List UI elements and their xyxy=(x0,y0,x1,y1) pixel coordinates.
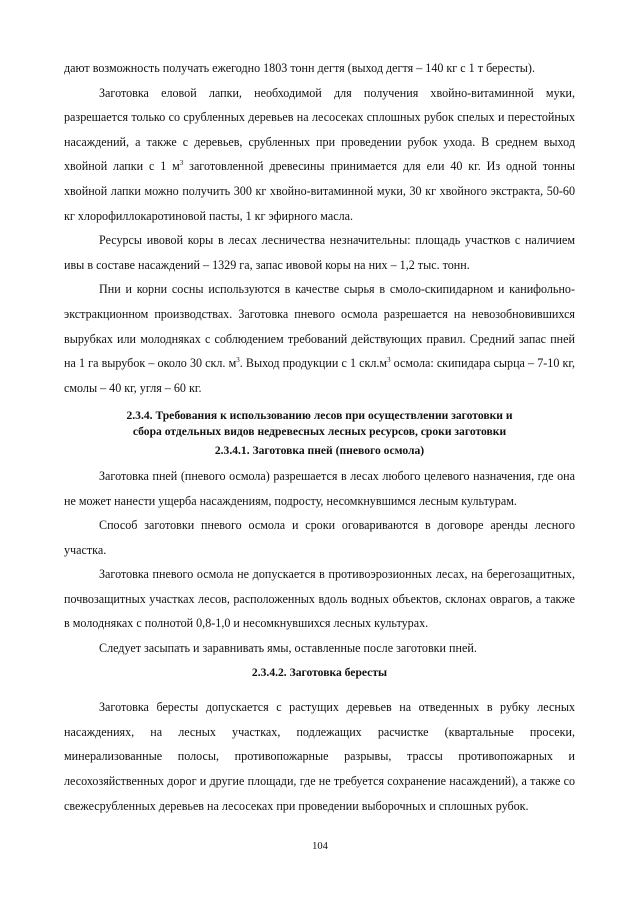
page-content xyxy=(64,56,575,818)
paragraph-stump-harvest-allowed: Заготовка пней (пневого осмола) разрешается в лесах любого целевого назначения, где она не может нанести ущерба насаждениям, подросту, несомкнувшимся лесным культурам. xyxy=(64,468,575,508)
paragraph-birch-bark: Заготовка бересты допускается с растущих деревьев на отведенных в рубку лесных насаждениях, на лесных участках, подлежащих расчистке (квартальные просеки, минерализованные полосы, противопожарные разрывы, трассы противопожарных и лесохозяйственных дорог и другие площади, где не требуется сохранение насаждений), а также со свежесрубленных деревьев на лесосеках при проведении выборочных и сплошных рубок. xyxy=(64,700,575,813)
paragraph-spruce-branches: Заготовка еловой лапки, необходимой для получения хвойно-витаминной муки, разрешается только со срубленных деревьев на лесосеках сплошных рубок спелых и перестойных насаждений, а также с деревьев, срубленных при проведении рубок ухода. В среднем выход хвойной лапки с 1 $м^3$ заготовленной древесины принимается для ели 40 кг. Из одной тонны хвойной лапки можно получить 300 кг хвойно-витаминной муки, 30 кг хвойного экстракта, 50-60 кг хлорофиллокаротиновой пасты, 1 кг эфирного масла. xyxy=(64,85,575,223)
paragraph-stump-harvest-method: Способ заготовки пневого осмола и сроки оговариваются в договоре аренды лесного участка. xyxy=(64,518,575,557)
section-heading-2-3-4: 2.3.4. Требования к использованию лесов при осуществлении заготовки и сбора отдельных видов недревесных лесных ресурсов, сроки заготовки xyxy=(126,409,513,438)
paragraph-tar-yield: дают возможность получать ежегодно 1803 тонн дегтя (выход дегтя – 140 кг с 1 т бересты). xyxy=(64,61,535,75)
subsection-heading-2-3-4-2: 2.3.4.2. Заготовка бересты xyxy=(251,665,388,679)
paragraph-pine-stumps: Пни и корни сосны используются в качестве сырья в смоло-скипидарном и канифольно-экстракционном производствах. Заготовка пневого осмола разрешается на невозобновившихся вырубках или молодняках с соблюдением требований действующих правил. Средний запас пней на 1 га вырубок – около 30 скл. $м^3$. Выход продукции с 1 $скл.м^3$ осмола: скипидара сырца – 7-10 кг, смолы – 40 кг, угля – 60 кг. xyxy=(64,282,575,395)
subsection-heading-2-3-4-1: 2.3.4.1. Заготовка пней (пневого осмола) xyxy=(214,444,425,458)
paragraph-fill-pits: Следует засыпать и заравнивать ямы, оставленные после заготовки пней. xyxy=(99,641,477,656)
page-number: 104 xyxy=(312,841,328,852)
paragraph-stump-harvest-prohibited: Заготовка пневого осмола не допускается в противоэрозионных лесах, на берегозащитных, почвозащитных участках лесов, расположенных вдоль водных объектов, склонах оврагов, а также в молодняках с полнотой 0,8-1,0 и несомкнувшихся лесных культурах. xyxy=(64,567,575,631)
paragraph-willow-bark: Ресурсы ивовой коры в лесах лесничества незначительны: площадь участков с наличием ивы в составе насаждений – 1329 га, запас ивовой коры на них – 1,2 тыс. тонн. xyxy=(64,233,575,272)
